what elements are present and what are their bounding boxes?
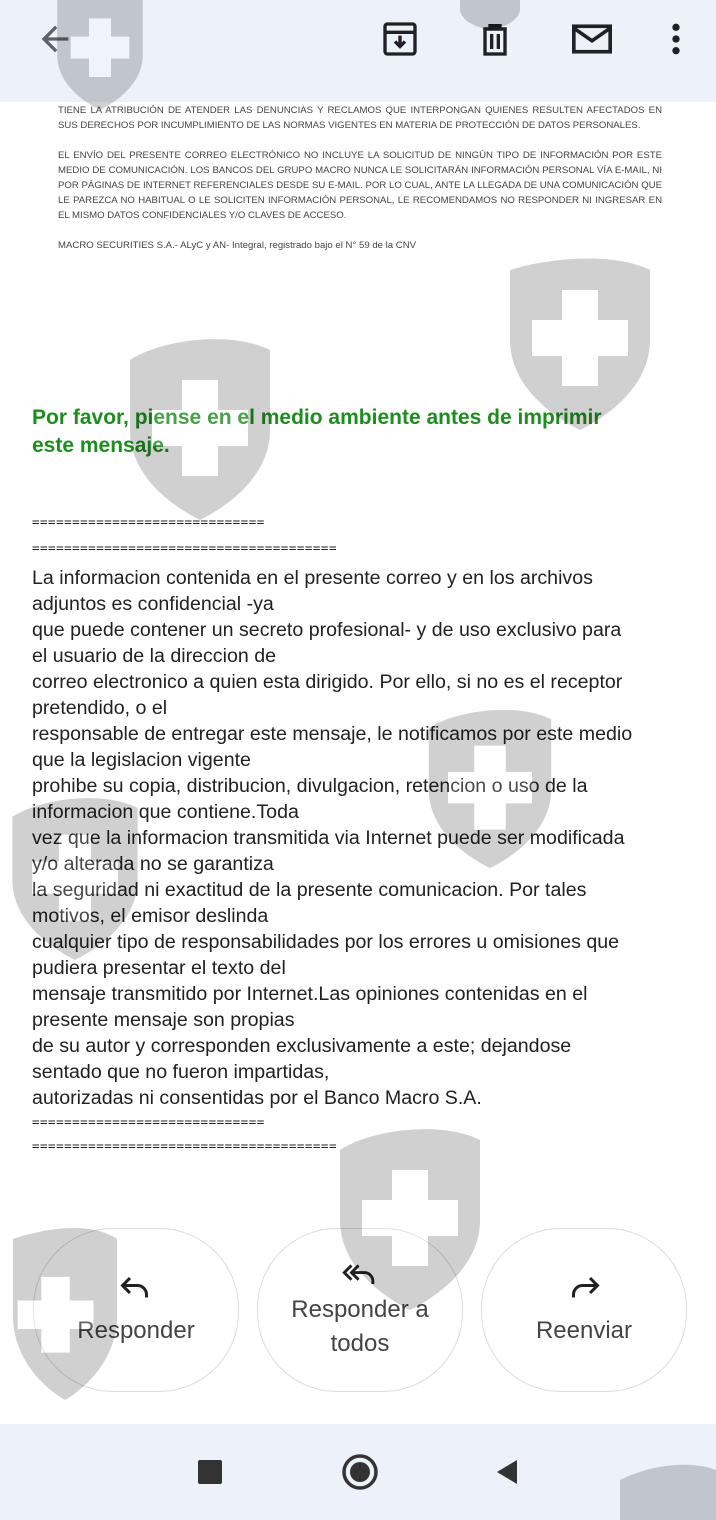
arrow-left-icon (35, 19, 75, 59)
reply-label: Responder (77, 1317, 195, 1344)
shield-watermark-icon (500, 250, 660, 430)
separator-line: ============================= (32, 1114, 265, 1129)
environment-notice (32, 404, 682, 460)
disclaimer-line: La informacion contenida en el presente correo y en los archivos (32, 567, 593, 589)
back-button[interactable] (30, 14, 80, 64)
mark-unread-button[interactable] (567, 14, 617, 64)
disclaimer-line: presente mensaje son propias (32, 1009, 295, 1031)
forward-icon (566, 1272, 602, 1302)
triangle-back-icon (493, 1458, 519, 1486)
more-vertical-icon (656, 19, 696, 59)
disclaimer-line: que puede contener un secreto profesional- y de uso exclusivo para (32, 619, 622, 641)
separator-line: ============================= (32, 514, 265, 529)
reply-all-label-line: Responder a (291, 1296, 429, 1323)
legal-paragraph: EL ENVÍO DEL PRESENTE CORREO ELECTRÓNICO NO INCLUYE LA SOLICITUD DE NINGÚN TIPO DE INFORMACIÓN POR ESTE MEDIO DE COMUNICACIÓN. LOS BANCOS DEL GRUPO MACRO NUNCA LE SOLICITARÁN INFORMACIÓN PERSONAL VÍA E-MAIL, NI POR PÁGINAS DE INTERNET REFERENCIALES DESDE SU E-MAIL. POR LO CUAL, ANTE LA LLEGADA DE UNA COMUNICACIÓN QUE LE PAREZCA NO HABITUAL O LE SOLICITEN INFORMACIÓN PERSONAL, LE RECOMENDAMOS NO RESPONDER NI INGRESAR EN EL MISMO DATOS CONFIDENCIALES Y/O CLAVES DE ACCESO. (58, 150, 662, 221)
disclaimer-line: cualquier tipo de responsabilidades por los errores u omisiones que (32, 931, 620, 953)
forward-label: Reenviar (535, 1317, 633, 1344)
reply-all-label-line: todos (330, 1330, 390, 1357)
archive-icon (380, 19, 420, 59)
reply-all-icon (340, 1259, 380, 1289)
disclaimer-line: pudiera presentar el texto del (32, 957, 286, 979)
disclaimer-line: motivos, el emisor deslinda (32, 905, 269, 927)
environment-notice-line: este mensaje. (32, 434, 170, 457)
disclaimer-line: el usuario de la direccion de (32, 645, 276, 667)
disclaimer-line: sentado que no fueron impartidas, (32, 1061, 330, 1083)
reply-button[interactable] (33, 1228, 239, 1392)
disclaimer-line: autorizadas ni consentidas por el Banco Macro S.A. (32, 1087, 482, 1109)
disclaimer-line: mensaje transmitido por Internet.Las opiniones contenidas en el (32, 983, 588, 1005)
legal-notice (58, 103, 662, 253)
legal-registration: MACRO SECURITIES S.A.- ALyC y AN- Integral, registrado bajo el N° 59 de la CNV (58, 240, 417, 251)
disclaimer-line: la seguridad ni exactitud de la presente comunicacion. Por tales (32, 879, 587, 901)
confidentiality-disclaimer (32, 565, 697, 1111)
disclaimer-line: informacion que contiene.Toda (32, 801, 299, 823)
recents-button[interactable] (190, 1452, 230, 1492)
disclaimer-line: que la legislacion vigente (32, 749, 251, 771)
disclaimer-line: correo electronico a quien esta dirigido. Por ello, si no es el receptor (32, 671, 623, 693)
home-circle-icon (341, 1453, 379, 1491)
top-app-bar (0, 0, 716, 102)
square-icon (198, 1460, 222, 1484)
delete-button[interactable] (470, 14, 520, 64)
forward-button[interactable] (481, 1228, 687, 1392)
disclaimer-line: de su autor y corresponden exclusivamente a este; dejandose (32, 1035, 572, 1057)
disclaimer-line: prohibe su copia, distribucion, divulgacion, retencion o uso de la (32, 775, 588, 797)
reply-all-label (291, 1293, 428, 1361)
home-button[interactable] (338, 1450, 382, 1494)
more-options-button[interactable] (651, 14, 701, 64)
disclaimer-line: adjuntos es confidencial -ya (32, 593, 274, 615)
system-back-button[interactable] (486, 1452, 526, 1492)
separator-line: ====================================== (32, 1138, 337, 1153)
reply-all-button[interactable] (257, 1228, 463, 1392)
legal-paragraph: TIENE LA ATRIBUCIÓN DE ATENDER LAS DENUNCIAS Y RECLAMOS QUE INTERPONGAN QUIENES RESULTEN AFECTADOS EN SUS DERECHOS POR INCUMPLIMIENTO DE LAS NORMAS VIGENTES EN MATERIA DE PROTECCIÓN DE DATOS PERSONALES. (58, 105, 662, 131)
disclaimer-line: pretendido, o el (32, 697, 168, 719)
archive-button[interactable] (375, 14, 425, 64)
disclaimer-line: vez que la informacion transmitida via Internet puede ser modificada (32, 827, 625, 849)
separator-line: ====================================== (32, 540, 337, 555)
environment-notice-line: Por favor, piense en el medio ambiente antes de imprimir (32, 406, 602, 429)
mail-icon (570, 19, 614, 59)
disclaimer-line: responsable de entregar este mensaje, le notificamos por este medio (32, 723, 633, 745)
reply-icon (118, 1272, 154, 1302)
disclaimer-line: y/o alterada no se garantiza (32, 853, 274, 875)
system-navigation-bar (0, 1424, 716, 1520)
trash-icon (475, 19, 515, 59)
